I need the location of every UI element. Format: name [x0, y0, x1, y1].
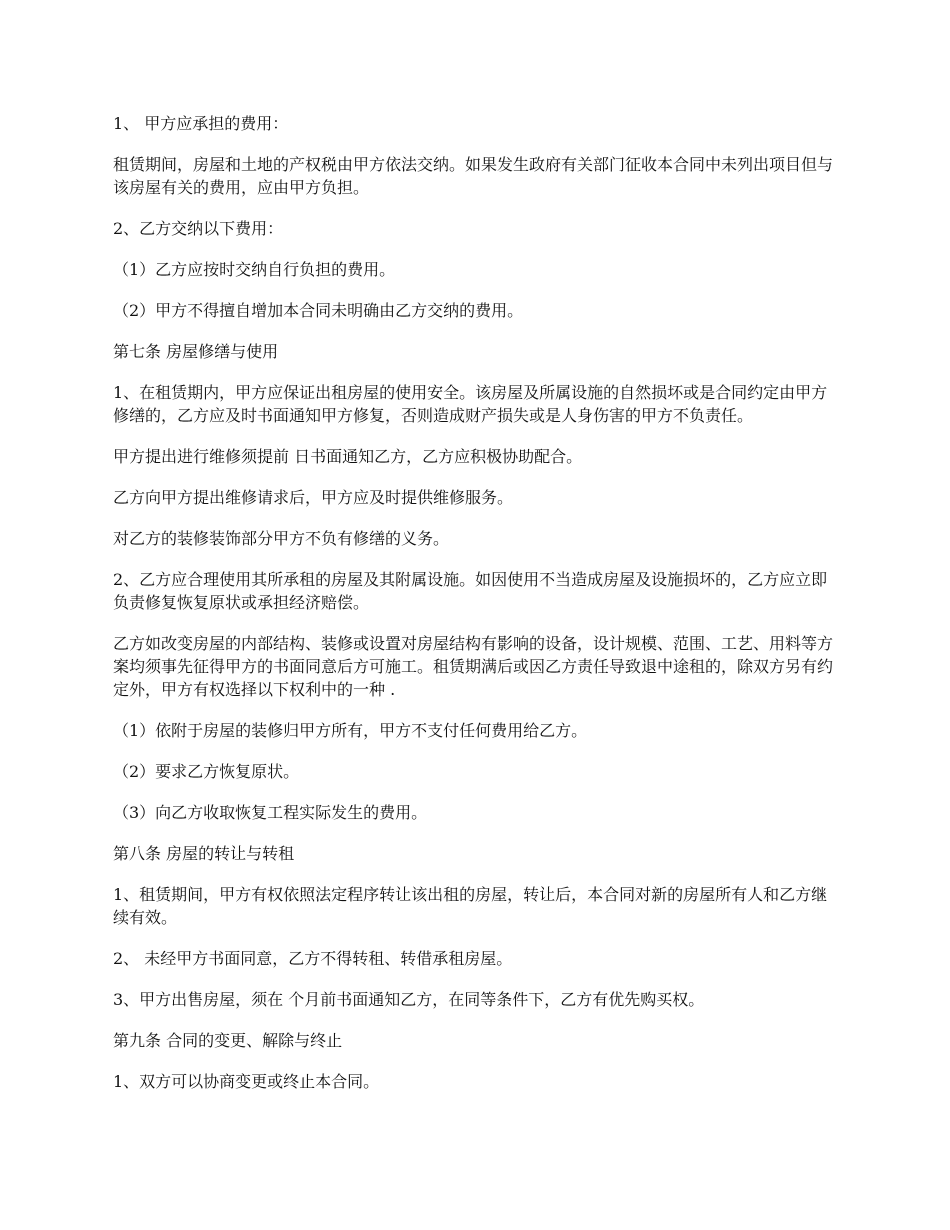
article-7-alteration: 乙方如改变房屋的内部结构、装修或设置对房屋结构有影响的设备，设计规模、范围、工艺、用料等方案均须事先征得甲方的书面同意后方可施工。租赁期满后或因乙方责任导致退中途租的，除双方另有约定外，甲方有权选择以下权利中的一种 .	[113, 634, 834, 699]
article-7-option-2: （2）要求乙方恢复原状。	[113, 762, 300, 781]
article-7-repair-service: 乙方向甲方提出维修请求后，甲方应及时提供维修服务。	[113, 488, 514, 507]
fee-clause-1-heading: 1、 甲方应承担的费用：	[113, 114, 289, 133]
article-7-option-1: （1）依附于房屋的装修归甲方所有，甲方不支付任何费用给乙方。	[113, 721, 588, 740]
article-7-option-3: （3）向乙方收取恢复工程实际发生的费用。	[113, 803, 428, 822]
article-8-title: 第八条 房屋的转让与转租	[113, 844, 295, 863]
fee-clause-2-heading: 2、乙方交纳以下费用：	[113, 219, 284, 238]
article-9-clause-1: 1、双方可以协商变更或终止本合同。	[113, 1072, 380, 1091]
article-7-clause-1: 1、在租赁期内，甲方应保证出租房屋的使用安全。该房屋及所属设施的自然损坏或是合同约定由甲方修缮的，乙方应及时书面通知甲方修复，否则造成财产损失或是人身伤害的甲方不负责任。	[113, 383, 828, 425]
article-9-title: 第九条 合同的变更、解除与终止	[113, 1031, 343, 1050]
article-7-title: 第七条 房屋修缮与使用	[113, 342, 279, 361]
article-7-repair-notice: 甲方提出进行维修须提前 日书面通知乙方，乙方应积极协助配合。	[113, 447, 583, 466]
article-8-clause-3: 3、甲方出售房屋，须在 个月前书面通知乙方，在同等条件下，乙方有优先购买权。	[113, 990, 705, 1009]
document-body	[113, 112, 843, 1111]
article-8-clause-2: 2、 未经甲方书面同意，乙方不得转租、转借承租房屋。	[113, 949, 513, 968]
article-8-clause-1: 1、租赁期间，甲方有权依照法定程序转让该出租的房屋，转让后，本合同对新的房屋所有人和乙方继续有效。	[113, 885, 828, 927]
fee-clause-2-item-2: （2）甲方不得擅自增加本合同未明确由乙方交纳的费用。	[113, 301, 524, 320]
article-7-clause-2: 2、乙方应合理使用其所承租的房屋及其附属设施。如因使用不当造成房屋及设施损坏的，乙方应立即负责修复恢复原状或承担经济赔偿。	[113, 570, 828, 612]
fee-clause-1-text: 租赁期间，房屋和土地的产权税由甲方依法交纳。如果发生政府有关部门征收本合同中未列出项目但与该房屋有关的费用，应由甲方负担。	[113, 155, 834, 197]
fee-clause-2-item-1: （1）乙方应按时交纳自行负担的费用。	[113, 260, 396, 279]
article-7-decoration-note: 对乙方的装修装饰部分甲方不负有修缮的义务。	[113, 529, 450, 548]
